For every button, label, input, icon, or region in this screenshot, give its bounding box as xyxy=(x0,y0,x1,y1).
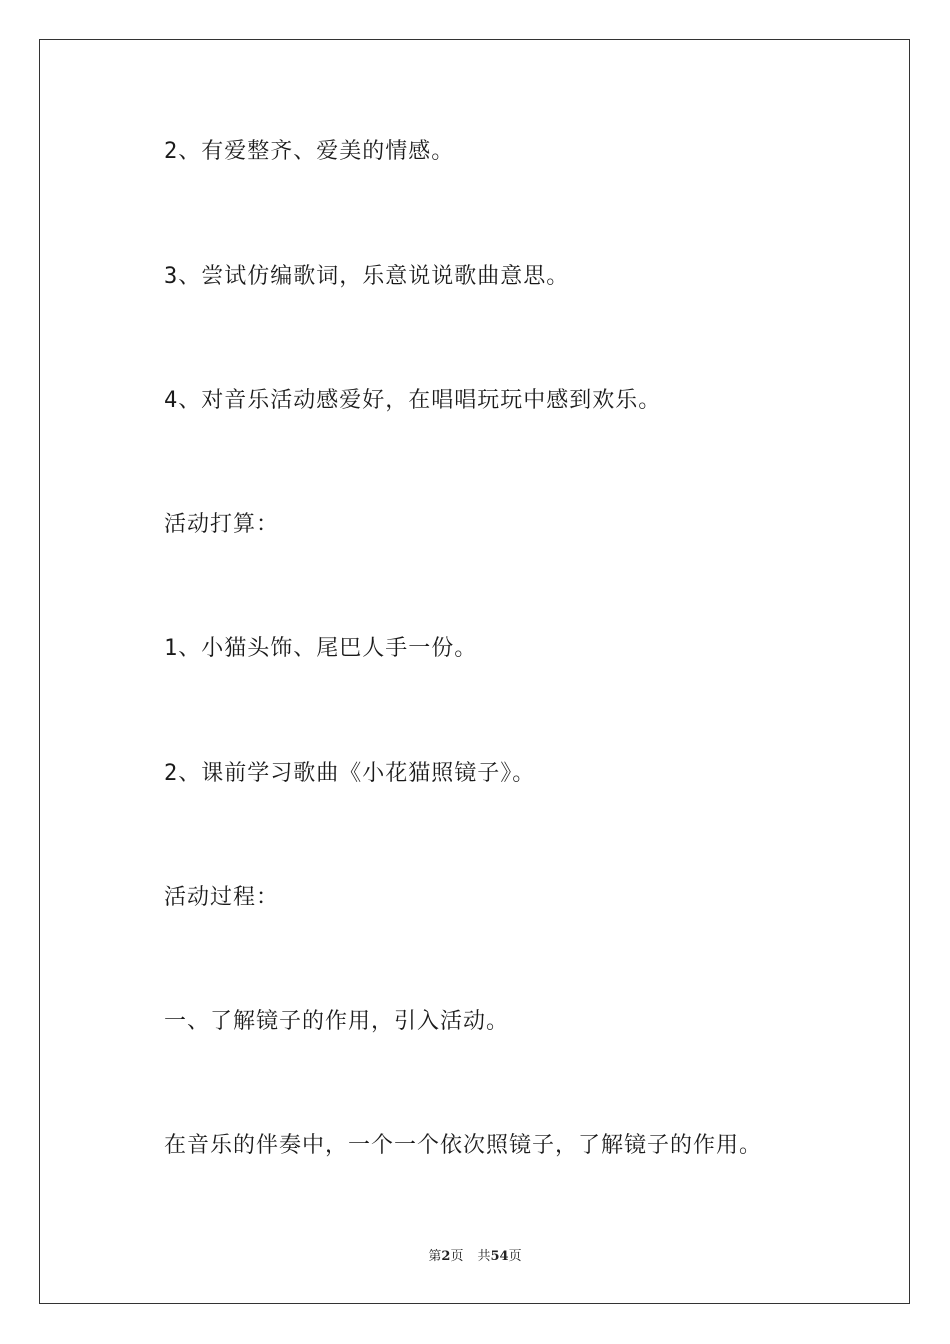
total-pages: 54 xyxy=(490,1249,509,1264)
total-prefix: 共 xyxy=(477,1249,491,1264)
text-line-step-1: 一、了解镜子的作用，引入活动。 xyxy=(164,1009,510,1034)
text-line-goal-4: 4、对音乐活动感爱好，在唱唱玩玩中感到欢乐。 xyxy=(164,388,662,413)
text-line-goal-3: 3、尝试仿编歌词，乐意说说歌曲意思。 xyxy=(164,264,570,289)
section-heading-preparation: 活动打算： xyxy=(164,512,280,537)
text-line-prep-1: 1、小猫头饰、尾巴人手一份。 xyxy=(164,636,478,661)
text-line-step-1-detail: 在音乐的伴奏中，一个一个依次照镜子，了解镜子的作用。 xyxy=(164,1133,763,1158)
page-prefix: 第 xyxy=(428,1249,442,1264)
text-line-prep-2: 2、课前学习歌曲《小花猫照镜子》。 xyxy=(164,761,536,786)
total-suffix: 页 xyxy=(508,1249,522,1264)
page-number: 2 xyxy=(441,1249,451,1264)
page-footer xyxy=(0,1248,950,1266)
text-line-goal-2: 2、有爱整齐、爱美的情感。 xyxy=(164,139,455,164)
page-suffix: 页 xyxy=(450,1249,464,1264)
section-heading-process: 活动过程： xyxy=(164,885,280,910)
page-border xyxy=(39,39,910,1304)
